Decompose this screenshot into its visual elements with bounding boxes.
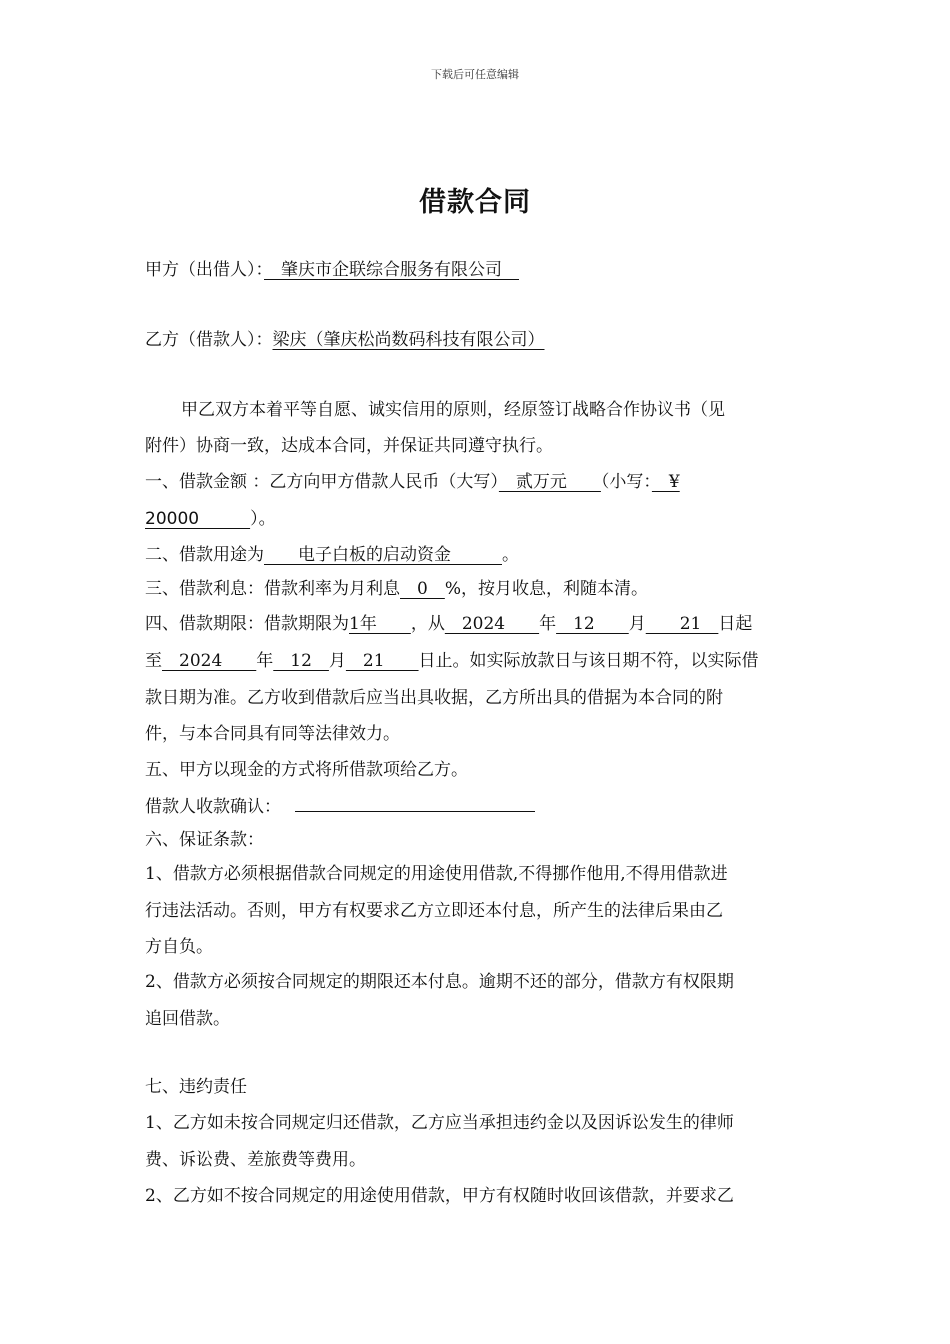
receipt-signature-blank[interactable] [295, 793, 535, 812]
start-month: 12 [556, 614, 629, 634]
clause-4-p4: 日止。如实际放款日与该日期不符，以实际借 [418, 651, 759, 671]
receipt-confirmation-line [145, 793, 810, 819]
start-year: 2024 [444, 614, 540, 634]
clause-2-suffix: 。 [502, 545, 519, 565]
party-b-label: 乙方（借款人）： [145, 330, 273, 350]
party-b-name: 梁庆（肇庆松尚数码科技有限公司） [272, 330, 545, 350]
year-label-1: 年 [539, 614, 557, 634]
month-label-1: 月 [628, 614, 646, 634]
party-a-label: 甲方（出借人）： [145, 260, 264, 280]
clause-4-p2: ，从 [410, 614, 445, 634]
clause-3-suffix: %，按月收息，利随本清。 [444, 579, 648, 599]
clause-7-heading: 七、违约责任 [145, 1077, 247, 1097]
clause-2-line [145, 543, 810, 567]
clause-1-line-1 [145, 470, 810, 494]
currency-symbol: ¥ [651, 472, 680, 492]
clause-4-p3: 至 [145, 651, 162, 671]
day-label-1: 日起 [718, 614, 753, 634]
clause-7-item-1-line-2: 费、诉讼费、差旅费等费用。 [145, 1150, 366, 1170]
interest-rate: 0 [400, 579, 445, 599]
clause-6-item-2-line-1: 2、借款方必须按合同规定的期限还本付息。逾期不还的部分，借款方有权限期 [145, 972, 734, 992]
party-b-line [145, 328, 810, 352]
intro-line-1: 甲乙双方本着平等自愿、诚实信用的原则，经原签订战略合作协议书（见 [181, 400, 725, 420]
end-year: 2024 [162, 651, 257, 671]
clause-1-suffix: ）。 [250, 509, 276, 529]
party-a-line [145, 258, 810, 282]
clause-7-item-2-line-1: 2、乙方如不按合同规定的用途使用借款，甲方有权随时收回该借款，并要求乙 [145, 1186, 734, 1206]
clause-4-line-4: 件，与本合同具有同等法律效力。 [145, 724, 400, 744]
loan-term: 1年 [349, 614, 411, 634]
end-month: 12 [273, 651, 329, 671]
clause-4-p1: 四、借款期限：借款期限为 [145, 614, 349, 634]
clause-6-heading: 六、保证条款： [145, 830, 264, 850]
clause-4-line-1 [145, 612, 810, 636]
clause-1-prefix: 一、借款金额 ：乙方向甲方借款人民币（大写） [145, 472, 499, 492]
clause-3-line [145, 577, 810, 601]
end-day: 21 [345, 651, 419, 671]
clause-4-line-3: 款日期为准。乙方收到借款后应当出具收据，乙方所出具的借据为本合同的附 [145, 688, 723, 708]
clause-5-line: 五、甲方以现金的方式将所借款项给乙方。 [145, 760, 468, 780]
loan-purpose: 电子白板的启动资金 [264, 545, 502, 565]
clause-6-item-2-line-2: 追回借款。 [145, 1009, 230, 1029]
clause-6-item-1-line-2: 行违法活动。否则，甲方有权要求乙方立即还本付息，所产生的法律后果由乙 [145, 901, 723, 921]
header-note: 下载后可任意编辑 [431, 68, 519, 81]
clause-1-mid: （小写： [600, 472, 652, 492]
clause-3-prefix: 三、借款利息：借款利率为月利息 [145, 579, 400, 599]
intro-line-2: 附件）协商一致，达成本合同，并保证共同遵守执行。 [145, 436, 553, 456]
clause-4-line-2 [145, 649, 810, 673]
clause-6-item-1-line-1: 1、借款方必须根据借款合同规定的用途使用借款,不得挪作他用,不得用借款进 [145, 864, 728, 884]
month-label-2: 月 [328, 651, 346, 671]
clause-2-prefix: 二、借款用途为 [145, 545, 264, 565]
start-day: 21 [645, 614, 719, 634]
year-label-2: 年 [256, 651, 274, 671]
amount-lowercase: 20000 [145, 509, 251, 529]
amount-uppercase: 贰万元 [498, 472, 601, 492]
party-a-name: 肇庆市企联综合服务有限公司 [264, 260, 519, 280]
clause-7-item-1-line-1: 1、乙方如未按合同规定归还借款，乙方应当承担违约金以及因诉讼发生的律师 [145, 1113, 734, 1133]
receipt-label: 借款人收款确认： [145, 797, 281, 817]
clause-1-line-2 [145, 507, 810, 531]
clause-6-item-1-line-3: 方自负。 [145, 937, 213, 957]
document-title: 借款合同 [419, 187, 531, 218]
